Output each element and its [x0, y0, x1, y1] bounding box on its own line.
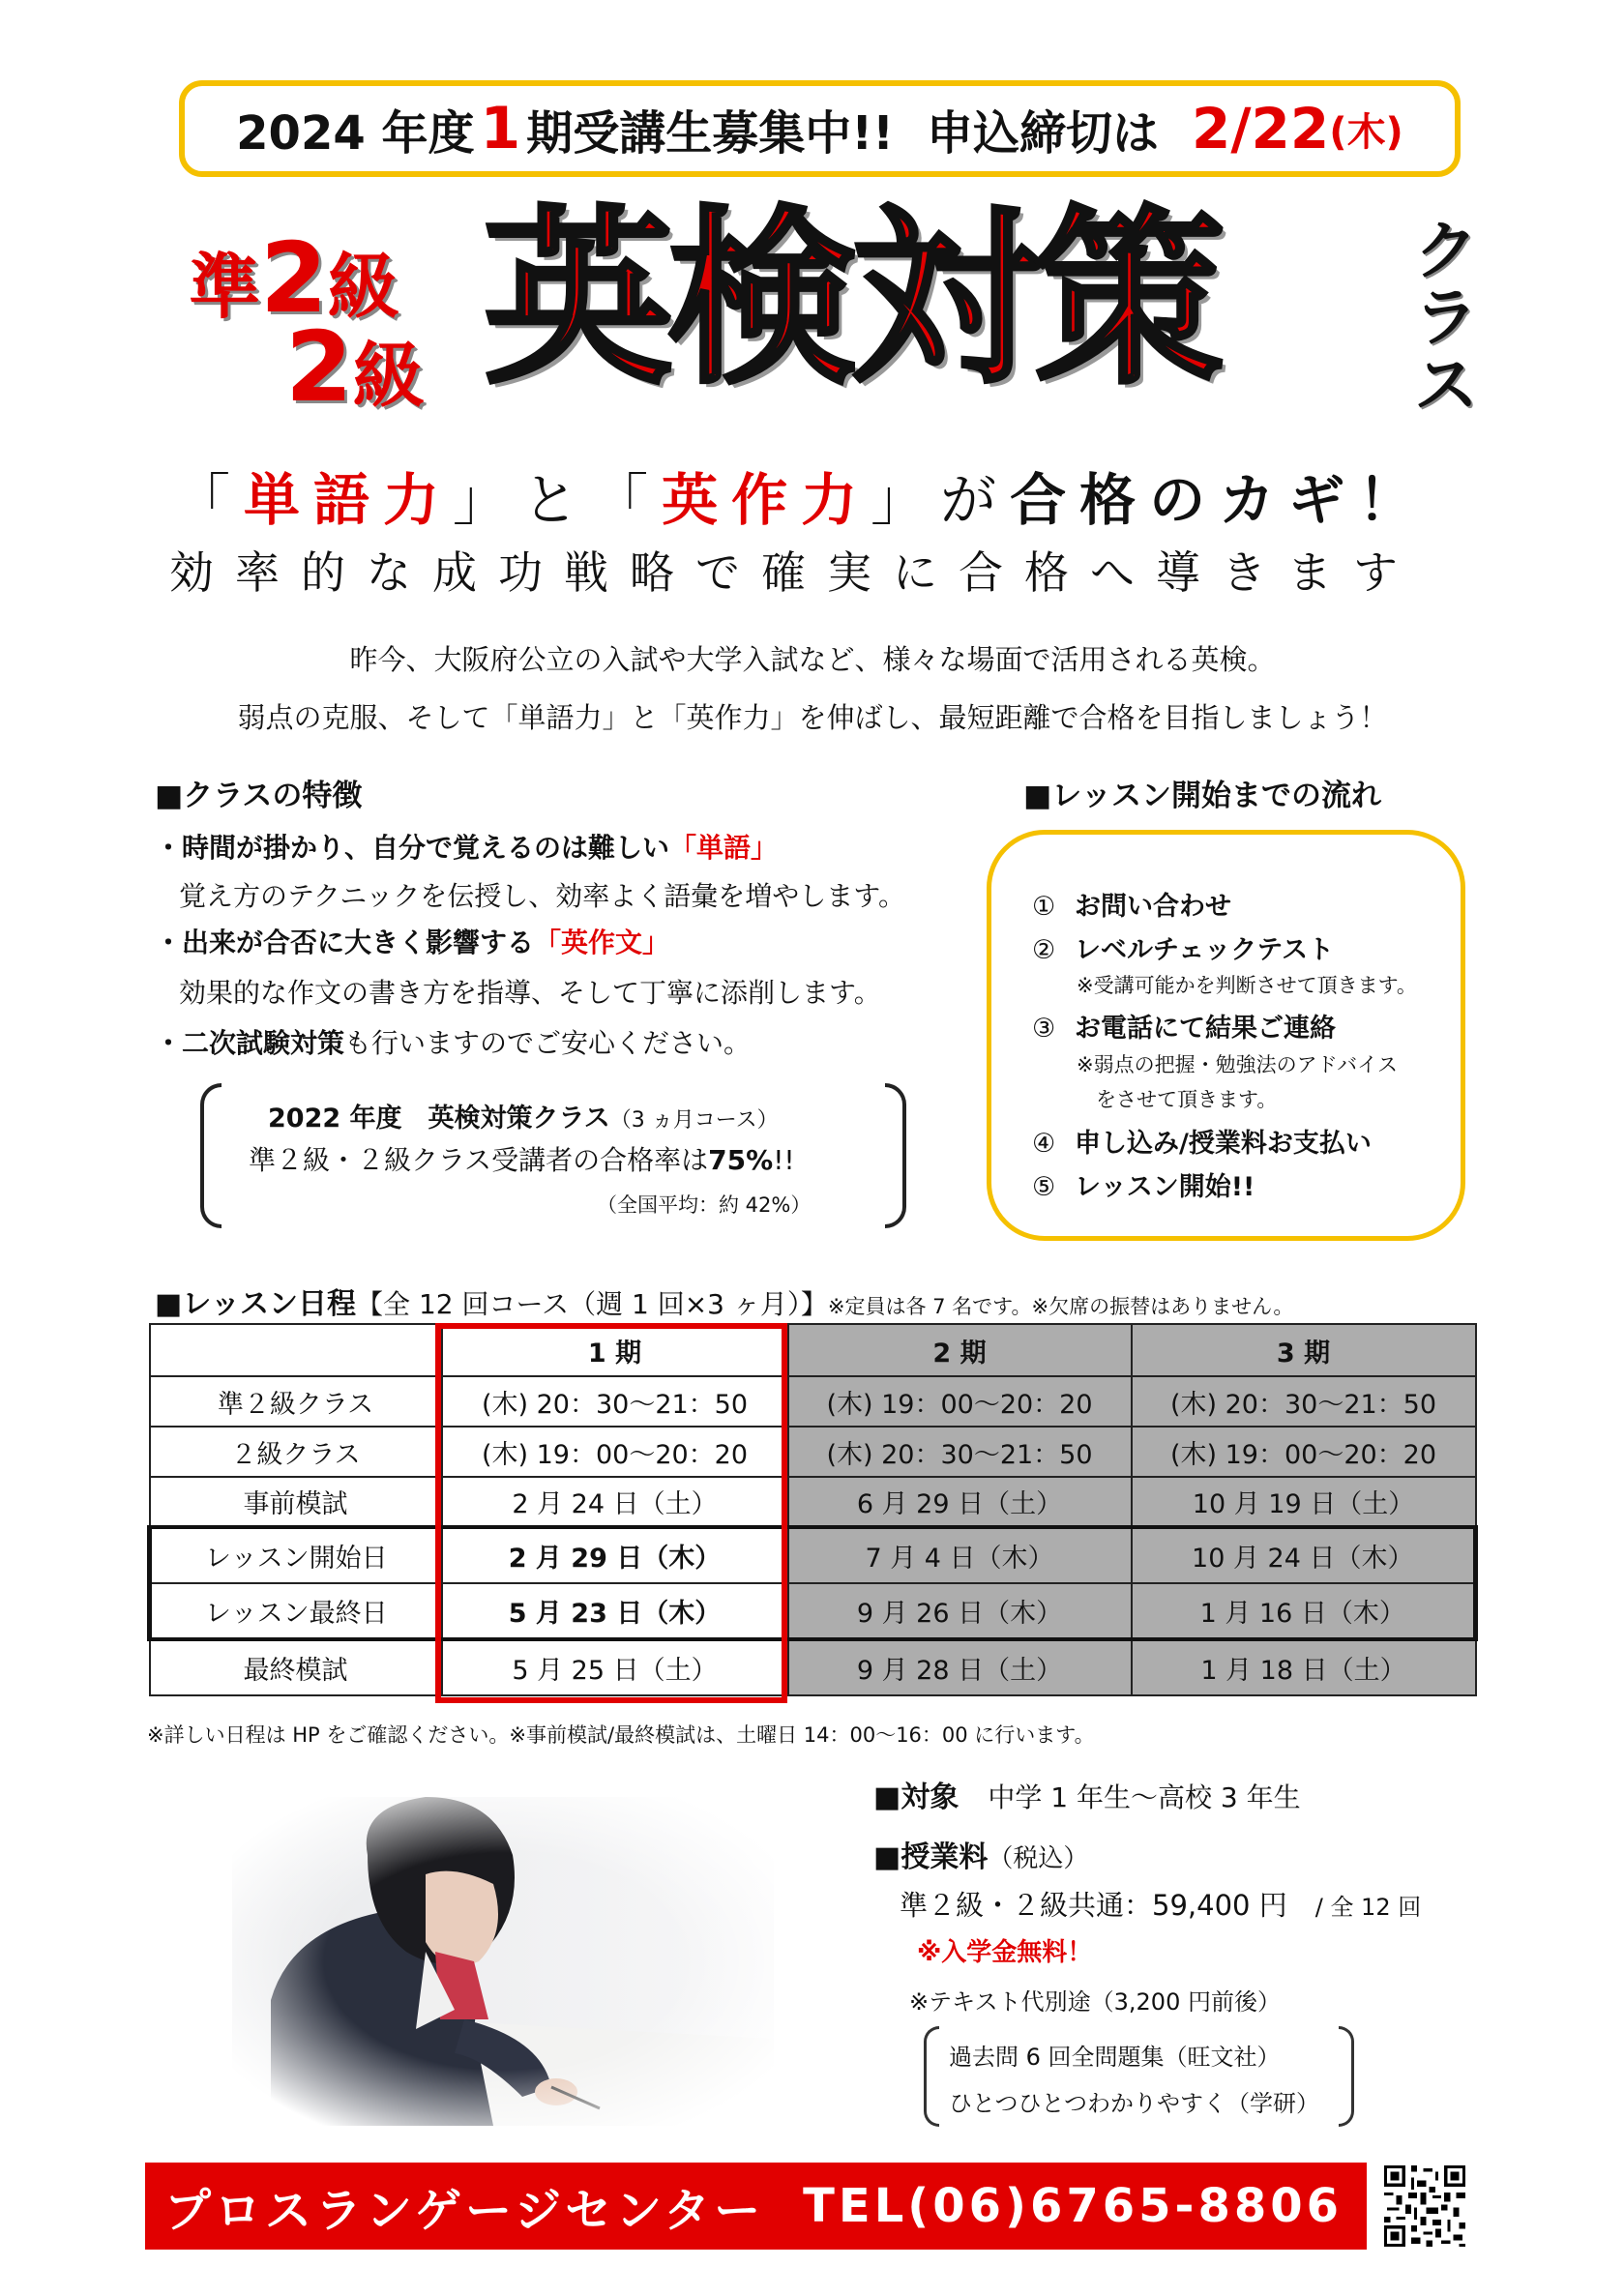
row-label: ２級クラス: [150, 1427, 442, 1477]
grade-2: [285, 310, 425, 424]
quote-open-2: 「: [592, 467, 663, 533]
flow-step-num: ⑤: [1032, 1172, 1056, 1202]
header-blank: [150, 1324, 442, 1376]
recruitment-banner: [179, 80, 1461, 177]
cell-term-1: 2 月 24 日（土）: [442, 1477, 788, 1527]
pass-rate-text: 準２級・２級クラス受講者の合格率は: [249, 1144, 709, 1176]
fee-label: ■授業料: [873, 1840, 989, 1874]
fee-per-sessions: / 全 12 回: [1314, 1894, 1422, 1921]
intro-text: [174, 631, 1451, 747]
row-label: 準２級クラス: [150, 1376, 442, 1427]
qr-code-icon[interactable]: [1381, 2163, 1468, 2250]
row-label: 事前模試: [150, 1477, 442, 1527]
bracket-left: [924, 2026, 939, 2127]
schedule-footnote: ※詳しい日程は HP をご確認ください。※事前模試/最終模試は、土曜日 14：00〜16：00 に行います。: [147, 1723, 1095, 1747]
feature-1-key: 「単語」: [669, 832, 779, 864]
banner-recruit: 期受講生募集中!!: [526, 105, 894, 161]
cell-term-3: (木) 20：30〜21：50: [1132, 1376, 1476, 1427]
banner-deadline-day: (木): [1329, 109, 1403, 155]
grade-kyu-1: 級: [327, 246, 399, 329]
cell-term-2: 9 月 28 日（土）: [788, 1639, 1132, 1695]
schedule-capacity-note: ※定員は各 7 名です。※欠席の振替はありません。: [827, 1295, 1294, 1318]
cell-term-3: 1 月 16 日（木）: [1132, 1583, 1476, 1639]
cell-term-2: 7 月 4 日（木）: [788, 1527, 1132, 1583]
cell-term-3: (木) 19：00〜20：20: [1132, 1427, 1476, 1477]
pass-rate-box: [200, 1083, 906, 1228]
flow-step-3: [1032, 1007, 1336, 1045]
feature-1-text: ・時間が掛かり、自分で覚えるのは難しい: [155, 832, 670, 864]
pass-rate-value: 75%: [708, 1144, 774, 1176]
flow-step-num: ①: [1032, 892, 1056, 922]
flow-heading: ■レッスン開始までの流れ: [1023, 779, 1381, 813]
feature-item-1-desc: 覚え方のテクニックを伝授し、効率よく語彙を増やします。: [179, 880, 905, 912]
pass-rate-course: 2022 年度 英検対策クラス: [268, 1104, 610, 1133]
intro-line-1: 昨今、大阪府公立の入試や大学入試など、様々な場面で活用される英検。: [349, 643, 1276, 676]
catch-key: 合格のカギ！: [1010, 467, 1429, 533]
cell-term-1: (木) 19：00〜20：20: [442, 1427, 788, 1477]
student-photo: [232, 1797, 774, 2126]
flow-step-label: レベルチェックテスト: [1075, 935, 1335, 965]
intro-line-2: 弱点の克服、そして「単語力」と「英作力」を伸ばし、最短距離で合格を目指しましょう！: [237, 701, 1388, 734]
catch-word-vocab: 単語力: [244, 467, 454, 533]
school-name: プロスランゲージセンター: [164, 2183, 765, 2238]
catch-line-1: [174, 455, 1499, 536]
row-label: 最終模試: [150, 1639, 442, 1695]
pass-rate-duration: （3 ヵ月コース）: [609, 1108, 779, 1133]
banner-deadline-date: 2/22: [1192, 96, 1330, 162]
flow-note-2: ※受講可能かを判断させて頂きます。: [1077, 974, 1417, 997]
bracket-left: [200, 1083, 221, 1228]
bracket-right: [885, 1083, 906, 1228]
banner-term: 1: [480, 95, 521, 162]
feature-2-key: 「英作文」: [534, 927, 670, 958]
textbook-item: 過去問 6 回全問題集（旺文社）: [949, 2044, 1281, 2071]
flow-step-label: レッスン開始!!: [1075, 1172, 1255, 1202]
target-value: 中学 1 年生〜高校 3 年生: [988, 1781, 1301, 1813]
header-term-2: 2 期: [788, 1324, 1132, 1376]
pass-rate-line-2: [249, 1139, 795, 1178]
main-title: 英検対策: [484, 190, 1220, 410]
cell-term-1: 5 月 25 日（土）: [442, 1639, 788, 1695]
flow-step-4: [1032, 1122, 1372, 1160]
header-term-3: 3 期: [1132, 1324, 1476, 1376]
table-row: [150, 1427, 1476, 1477]
class-suffix-vertical: クラス: [1414, 214, 1478, 423]
feature-3-key: ・二次試験対策: [155, 1027, 345, 1059]
cell-term-2: 9 月 26 日（木）: [788, 1583, 1132, 1639]
feature-2-text: ・出来が合否に大きく影響する: [155, 927, 535, 958]
textbook-cost-note: ※テキスト代別途（3,200 円前後）: [909, 1988, 1281, 2016]
quote-open-1: 「: [174, 467, 245, 533]
banner-deadline-label: 申込締切は: [927, 105, 1160, 161]
grade-kyu-2: 級: [352, 335, 425, 418]
cell-term-2: (木) 19：00〜20：20: [788, 1376, 1132, 1427]
fee-amount: 準２級・２級共通：59,400 円: [900, 1889, 1287, 1922]
feature-item-1: [155, 824, 778, 872]
banner-year: 2024 年度: [236, 105, 475, 161]
target-label: ■対象: [873, 1781, 960, 1814]
cell-term-1: 5 月 23 日（木）: [442, 1583, 788, 1639]
header-term-1: 1 期: [442, 1324, 788, 1376]
flow-note-3b: をさせて頂きます。: [1096, 1088, 1278, 1111]
table-row: [150, 1376, 1476, 1427]
fee-line: [900, 1884, 1421, 1924]
flow-step-num: ④: [1032, 1129, 1056, 1159]
flow-step-num: ②: [1032, 935, 1056, 965]
flow-step-2: [1032, 928, 1334, 966]
table-row: [150, 1639, 1476, 1695]
cell-term-3: 10 月 24 日（木）: [1132, 1527, 1476, 1583]
fee-tax-note: （税込）: [988, 1844, 1089, 1873]
table-row-highlight: [150, 1583, 1476, 1639]
row-label: レッスン最終日: [150, 1583, 442, 1639]
enrollment-fee-free: ※入学金無料！: [917, 1938, 1093, 1967]
pass-rate-line-1: [268, 1097, 779, 1134]
feature-3-text: も行いますのでご安心ください。: [344, 1027, 752, 1059]
features-heading: ■クラスの特徴: [155, 779, 363, 813]
footer-bar: [145, 2163, 1367, 2250]
flow-step-1: [1032, 885, 1231, 923]
cell-term-3: 1 月 18 日（土）: [1132, 1639, 1476, 1695]
cell-term-1: 2 月 29 日（木）: [442, 1527, 788, 1583]
flow-note-3a: ※弱点の把握・勉強法のアドバイス: [1077, 1053, 1398, 1076]
feature-item-3: [155, 1019, 751, 1068]
schedule-course: 【全 12 回コース（週 1 回×3 ヶ月）】: [356, 1288, 828, 1320]
table-header-row: [150, 1324, 1476, 1376]
grade-num-2: 2: [285, 310, 353, 424]
fee-heading: [873, 1833, 1088, 1875]
phone-number[interactable]: TEL(06)6765-8806: [803, 2179, 1343, 2233]
schedule-table: [147, 1323, 1478, 1696]
textbook-item: ひとつひとつわかりやすく（学研）: [949, 2090, 1320, 2117]
row-label: レッスン開始日: [150, 1527, 442, 1583]
flow-step-label: 申し込み/授業料お支払い: [1075, 1129, 1372, 1159]
cell-term-2: 6 月 29 日（土）: [788, 1477, 1132, 1527]
cell-term-2: (木) 20：30〜21：50: [788, 1427, 1132, 1477]
grade-num-1: 2: [260, 221, 328, 335]
feature-item-2: [155, 919, 669, 967]
cell-term-3: 10 月 19 日（土）: [1132, 1477, 1476, 1527]
flow-step-label: お電話にて結果ご連絡: [1075, 1014, 1336, 1044]
schedule-heading-row: [155, 1280, 1293, 1322]
flow-box: [987, 830, 1465, 1241]
quote-close-2: 」: [871, 467, 941, 533]
textbook-list: [924, 2026, 1354, 2127]
catch-line-2: 効率的な成功戦略で確実に合格へ導きます: [169, 546, 1419, 599]
table-row: [150, 1477, 1476, 1527]
grade-pre-label: 準: [189, 246, 260, 329]
catch-to: と: [522, 467, 593, 533]
national-average-note: （全国平均：約 42%）: [597, 1193, 812, 1217]
target-line: [873, 1773, 1301, 1815]
feature-item-2-desc: 効果的な作文の書き方を指導、そして丁寧に添削します。: [179, 977, 881, 1009]
flow-step-label: お問い合わせ: [1075, 892, 1231, 922]
pass-rate-exclaim: !!: [773, 1144, 795, 1176]
table-row-highlight: [150, 1527, 1476, 1583]
quote-close-1: 」: [453, 467, 523, 533]
catch-word-writing: 英作力: [662, 467, 871, 533]
flow-step-5: [1032, 1165, 1255, 1203]
cell-term-1: (木) 20：30〜21：50: [442, 1376, 788, 1427]
catch-ga: が: [940, 467, 1011, 533]
bracket-right: [1339, 2026, 1354, 2127]
flow-step-num: ③: [1032, 1014, 1056, 1044]
schedule-heading: ■レッスン日程: [155, 1287, 357, 1321]
